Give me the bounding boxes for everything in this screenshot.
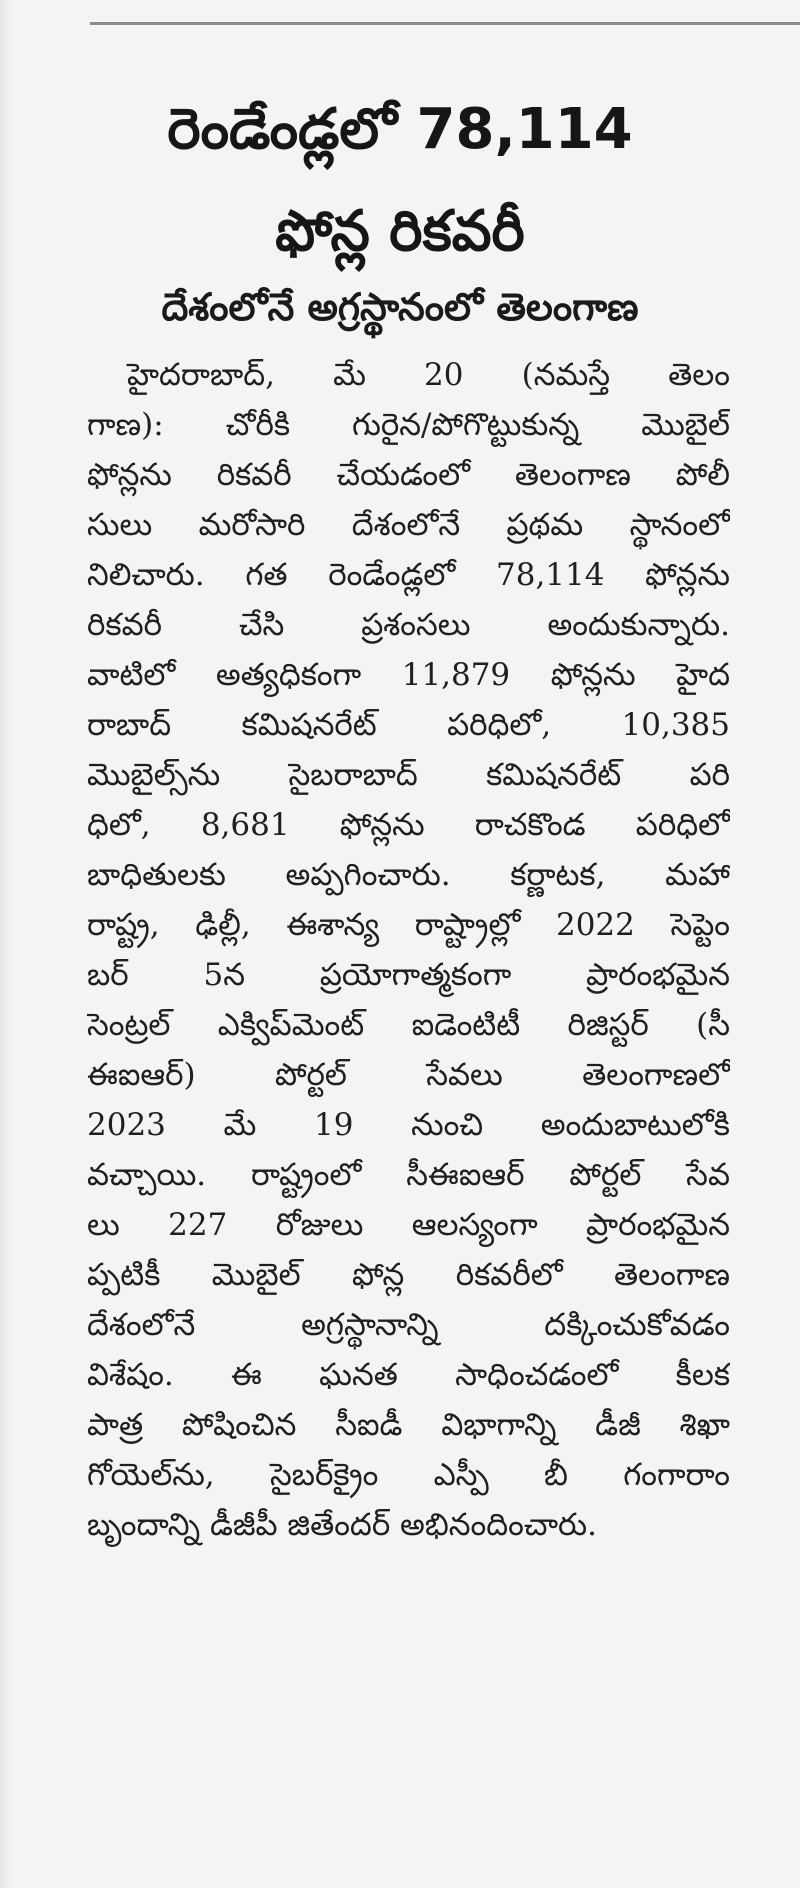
body-line: విశేషం. ఈ ఘనత సాధించడంలో కీలక — [87, 1357, 730, 1393]
body-line: రాబాద్ కమిషనరేట్ పరిధిలో, 10,385 — [87, 707, 730, 743]
body-line: ఈఐఆర్) పోర్టల్ సేవలు తెలంగాణలో — [87, 1057, 730, 1093]
body-line: సెంట్రల్ ఎక్విప్‌మెంట్ ఐడెంటిటీ రిజిస్టర్ (సీ — [87, 1007, 730, 1043]
body-line: దేశంలోనే అగ్రస్థానాన్ని దక్కించుకోవడం — [87, 1307, 730, 1343]
body-line: రికవరీ చేసి ప్రశంసలు అందుకున్నారు. — [87, 607, 730, 643]
body-line: గోయెల్‌ను, సైబర్‌క్రైం ఎస్పీ బీ గంగారాం — [87, 1457, 730, 1493]
headline-line-2: ఫోన్ల రికవరీ — [275, 199, 525, 264]
body-line: 2023 మే 19 నుంచి అందుబాటులోకి — [87, 1107, 730, 1143]
headline-line-1: రెండేండ్లలో 78,114 — [167, 97, 633, 162]
body-line: రాష్ట్ర, ఢిల్లీ, ఈశాన్య రాష్ట్రాల్లో 2022 సెప్టెం — [87, 907, 730, 943]
body-line: హైదరాబాద్, మే 20 (నమస్తే తెలం — [127, 357, 730, 393]
article-body — [87, 350, 730, 1550]
body-line: పాత్ర పోషించిన సీఐడీ విభాగాన్ని డీజీ శిఖా — [87, 1407, 730, 1443]
body-line: ధిలో, 8,681 ఫోన్లను రాచకొండ పరిధిలో — [87, 807, 730, 843]
body-line: బాధితులకు అప్పగించారు. కర్ణాటక, మహా — [87, 857, 730, 893]
body-line: ఫోన్లను రికవరీ చేయడంలో తెలంగాణ పోలీ — [87, 457, 730, 493]
body-line: నిలిచారు. గత రెండేండ్లలో 78,114 ఫోన్లను — [87, 557, 730, 593]
body-line: సులు మరోసారి దేశంలోనే ప్రథమ స్థానంలో — [87, 507, 730, 543]
subheadline: దేశంలోనే అగ్రస్థానంలో తెలంగాణ — [161, 285, 639, 329]
body-line: వచ్చాయి. రాష్ట్రంలో సీఈఐఆర్ పోర్టల్ సేవ — [87, 1157, 730, 1193]
page-edge-shadow — [0, 0, 12, 1888]
body-line: ప్పటికీ మొబైల్ ఫోన్ల రికవరీలో తెలంగాణ — [87, 1257, 730, 1293]
body-line: వాటిలో అత్యధికంగా 11,879 ఫోన్లను హైద — [87, 657, 730, 693]
body-line: బృందాన్ని డీజీపీ జితేందర్ అభినందించారు. — [87, 1507, 597, 1543]
top-divider-rule — [90, 22, 800, 25]
body-line: లు 227 రోజులు ఆలస్యంగా ప్రారంభమైన — [87, 1207, 730, 1243]
body-line: గాణ): చోరీకి గురైన/పోగొట్టుకున్న మొబైల్ — [87, 407, 730, 443]
body-line: బర్ 5న ప్రయోగాత్మకంగా ప్రారంభమైన — [87, 957, 730, 993]
body-line: మొబైల్స్‌ను సైబరాబాద్ కమిషనరేట్ పరి — [87, 757, 730, 793]
